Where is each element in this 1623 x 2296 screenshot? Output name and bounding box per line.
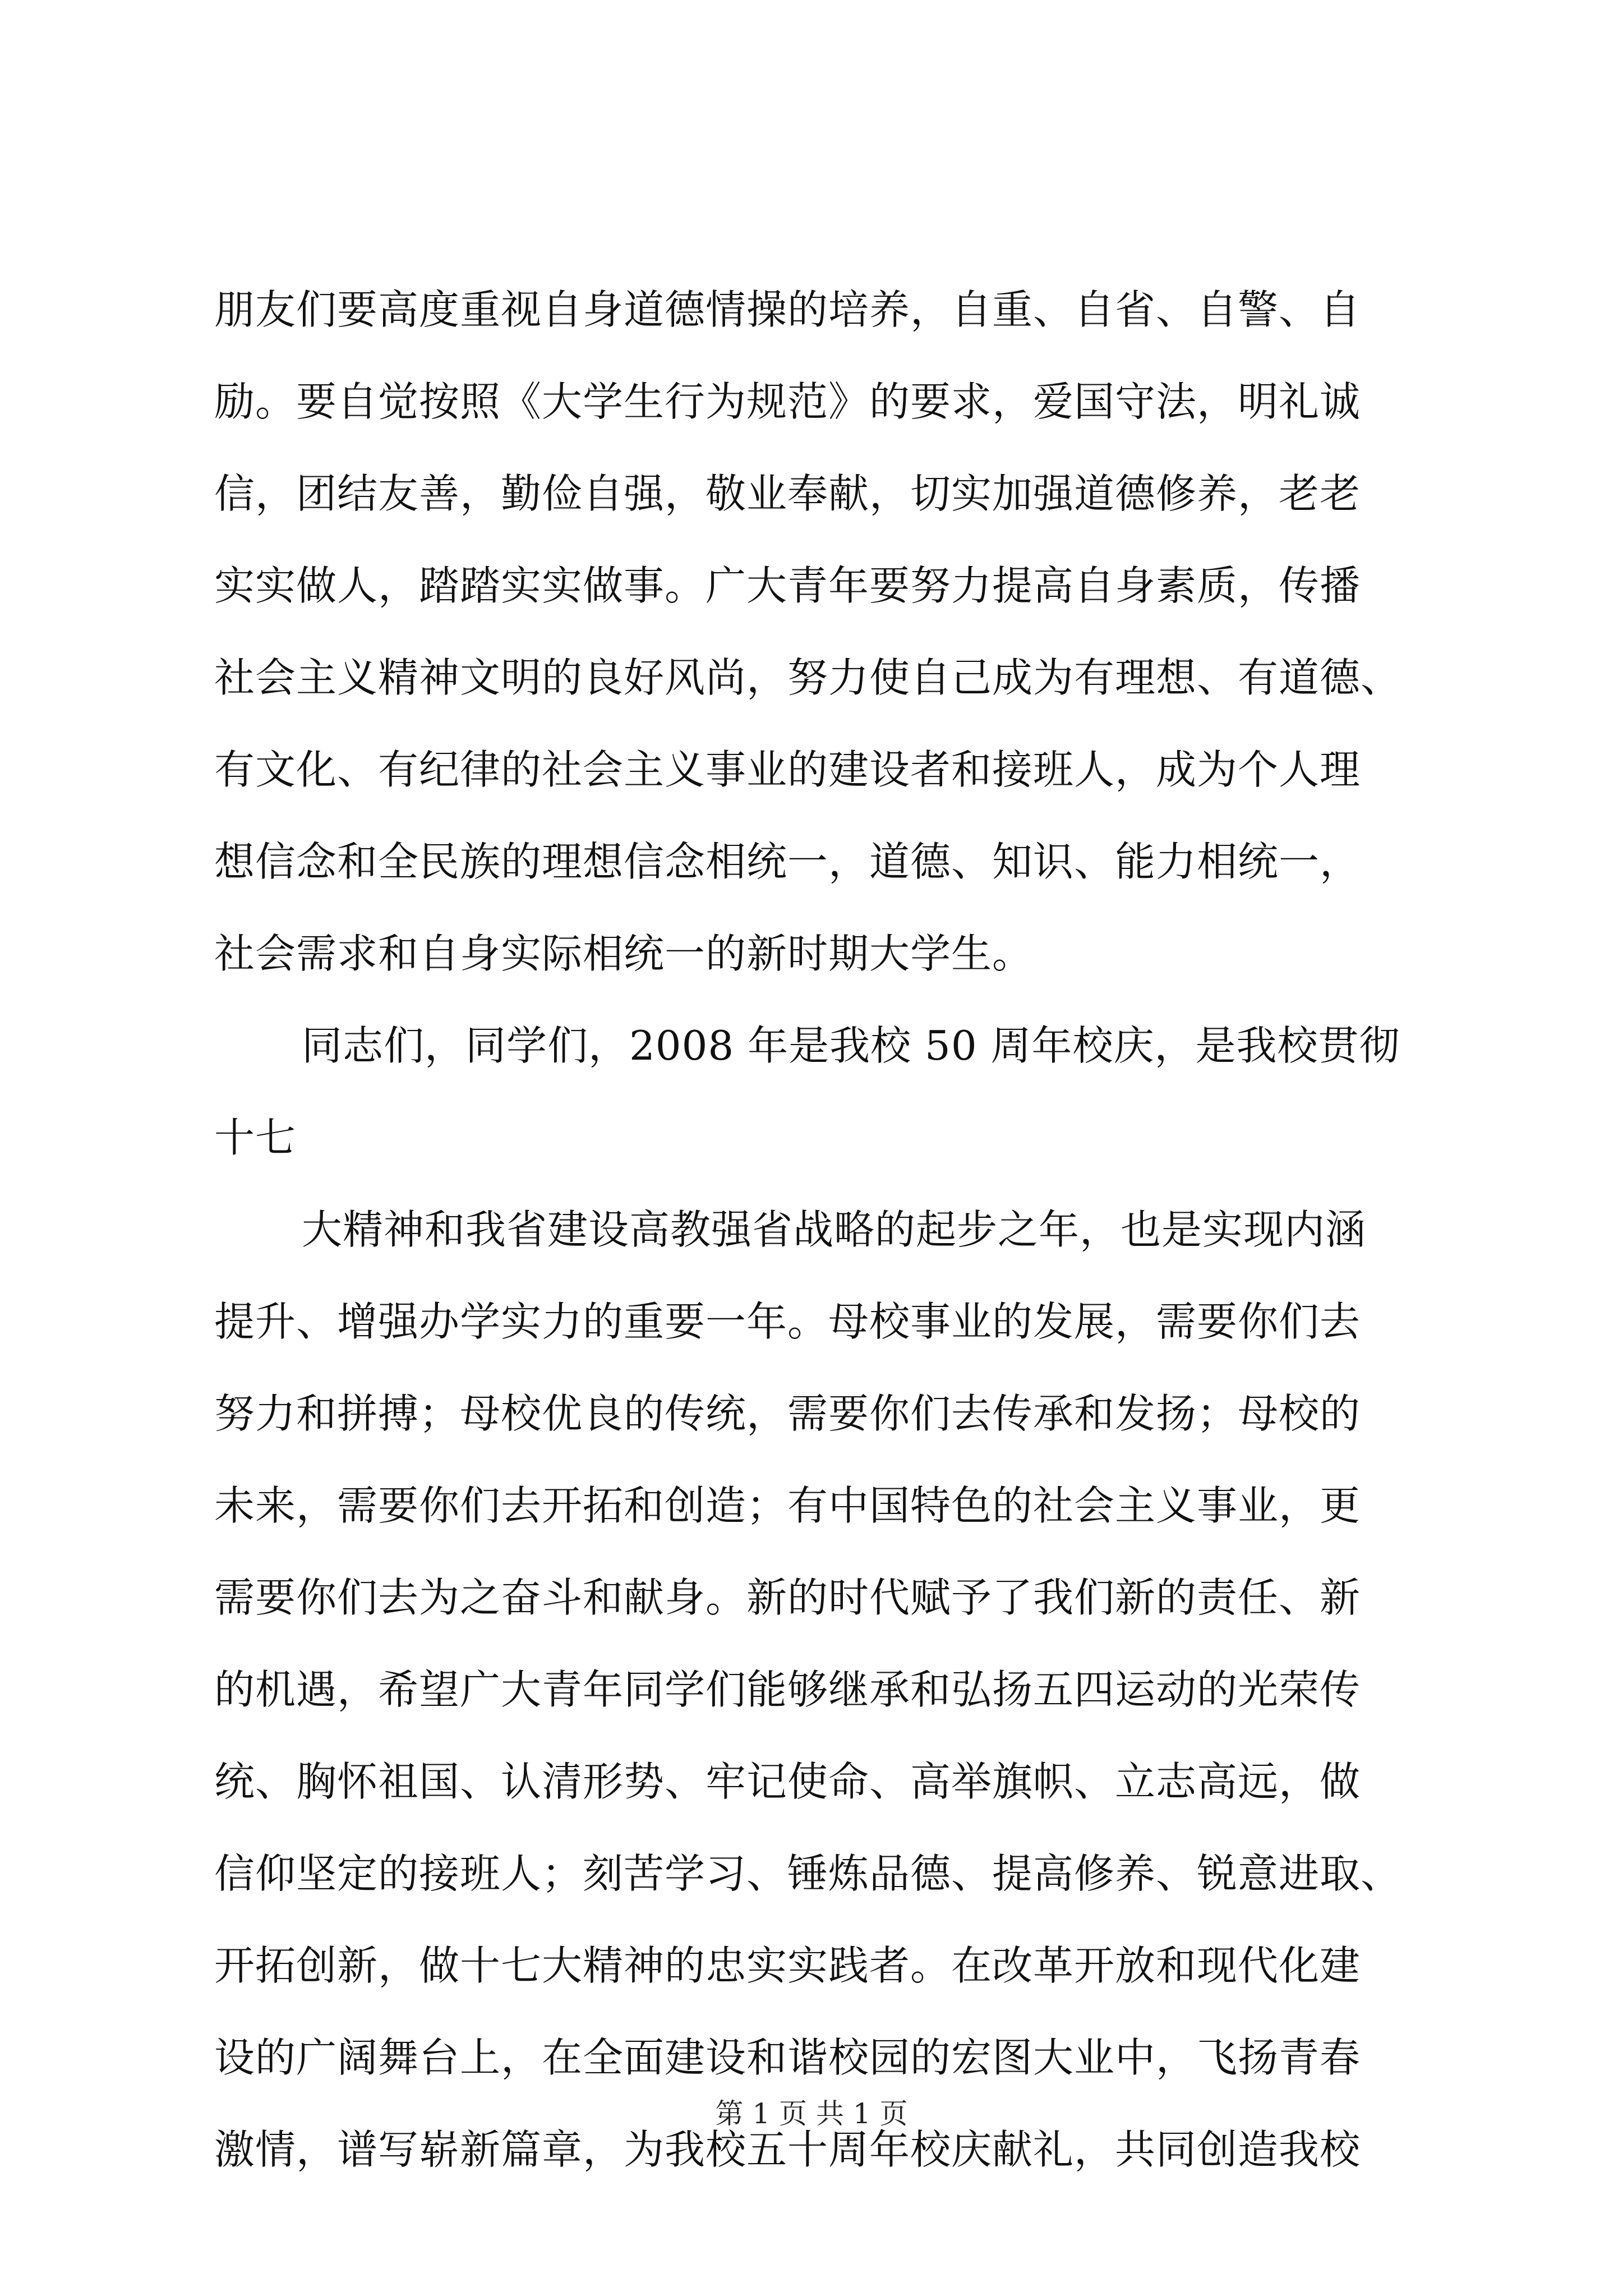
text-line: 励。要自觉按照《大学生行为规范》的要求，爱国守法，明礼诚 [214,378,1361,425]
text-line: 实实做人，踏踏实实做事。广大青年要努力提高自身素质，传播 [214,562,1361,609]
text-line: 社会主义精神文明的良好风尚，努力使自己成为有理想、有道德、 [214,654,1402,701]
text-line: 努力和拼搏；母校优良的传统，需要你们去传承和发扬；母校的 [214,1390,1361,1437]
text-line: 想信念和全民族的理想信念相统一，道德、知识、能力相统一， [214,838,1361,885]
text-line: 有文化、有纪律的社会主义事业的建设者和接班人，成为个人理 [214,746,1361,793]
text-line: 的机遇，希望广大青年同学们能够继承和弘扬五四运动的光荣传 [214,1666,1361,1713]
text-line: 信，团结友善，勤俭自强，敬业奉献，切实加强道德修养，老老 [214,470,1361,517]
text-line: 朋友们要高度重视自身道德情操的培养，自重、自省、自警、自 [214,286,1361,333]
text-line: 大精神和我省建设高教强省战略的起步之年，也是实现内涵 [302,1206,1367,1253]
text-line: 激情，谱写崭新篇章，为我校五十周年校庆献礼，共同创造我校 [214,2126,1361,2173]
text-line: 信仰坚定的接班人；刻苦学习、锤炼品德、提高修养、锐意进取、 [214,1850,1402,1897]
text-line: 设的广阔舞台上，在全面建设和谐校园的宏图大业中，飞扬青春 [214,2034,1361,2081]
text-line: 需要你们去为之奋斗和献身。新的时代赋予了我们新的责任、新 [214,1574,1361,1621]
text-line: 同志们，同学们，2008 年是我校 50 周年校庆，是我校贯彻 [302,1022,1400,1069]
text-line: 未来，需要你们去开拓和创造；有中国特色的社会主义事业，更 [214,1482,1361,1529]
page-footer: 第 1 页 共 1 页 [715,2097,908,2130]
text-line: 开拓创新，做十七大精神的忠实实践者。在改革开放和现代化建 [214,1942,1361,1989]
body-text [214,264,1442,2196]
text-line: 统、胸怀祖国、认清形势、牢记使命、高举旗帜、立志高远，做 [214,1758,1361,1805]
text-line: 提升、增强办学实力的重要一年。母校事业的发展，需要你们去 [214,1298,1361,1345]
text-line: 社会需求和自身实际相统一的新时期大学生。 [214,930,1034,977]
text-line: 十七 [214,1114,297,1161]
